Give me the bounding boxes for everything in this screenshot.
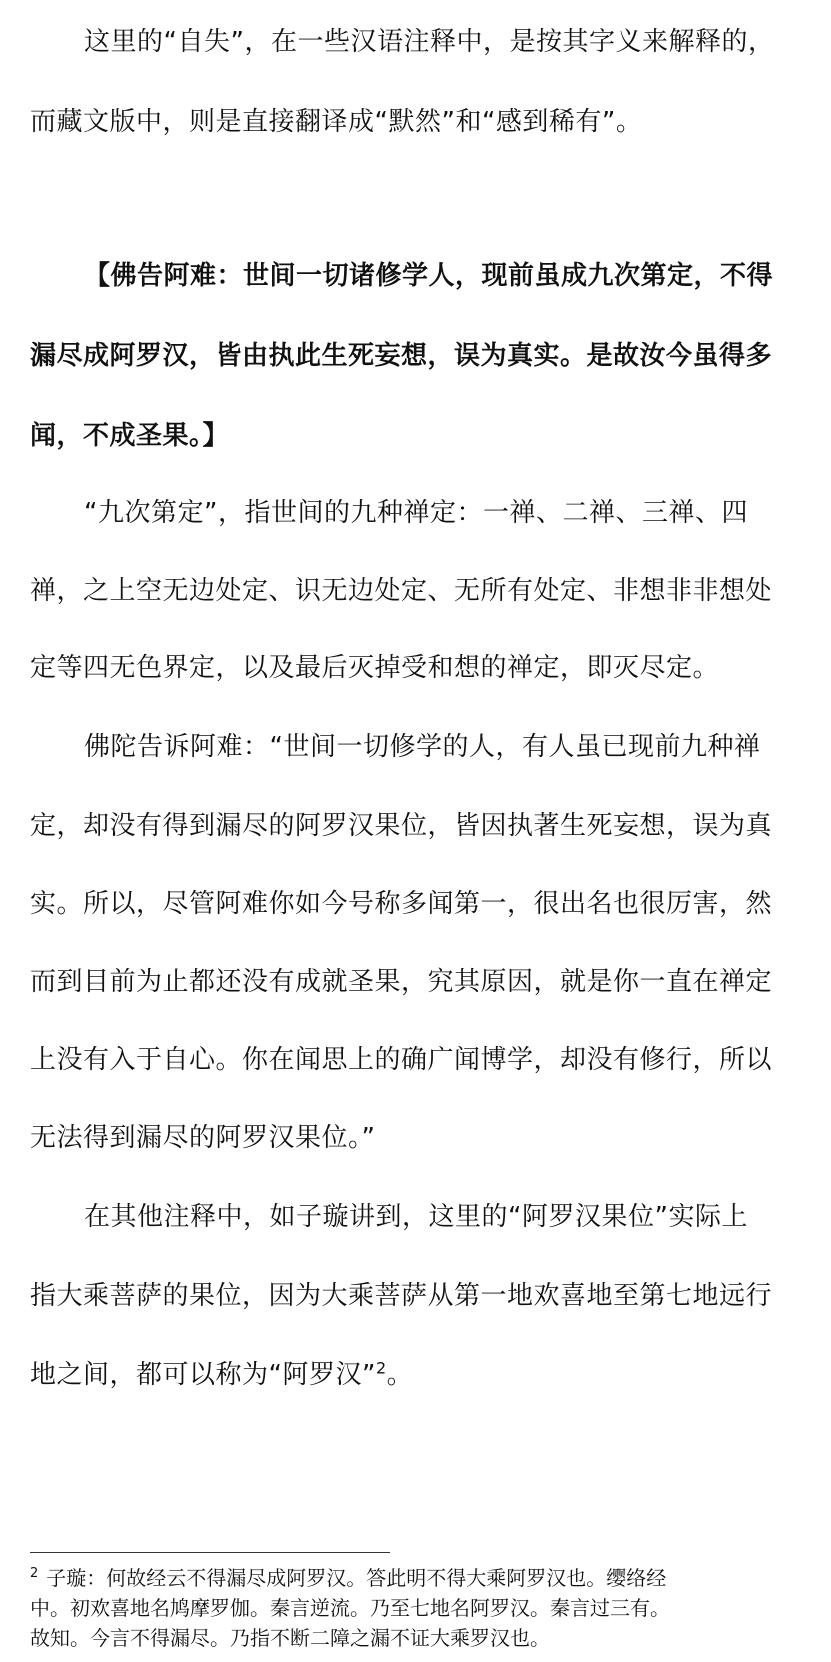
paragraph-4-line-1: 佛陀告诉阿难：“世间一切修学的人，有人虽已现前九种禅 — [84, 732, 761, 762]
paragraph-3-line-1: “九次第定”，指世间的九种禅定：一禅、二禅、三禅、四 — [84, 498, 748, 528]
paragraph-5-line-2: 指大乘菩萨的果位，因为大乘菩萨从第一地欢喜地至第七地远行 — [30, 1281, 773, 1311]
paragraph-5-line-3-tail: 。 — [386, 1360, 414, 1390]
paragraph-1-line-2: 而藏文版中，则是直接翻译成“默然”和“感到稀有”。 — [30, 107, 643, 137]
paragraph-5-line-3-text: 地之间，都可以称为“阿罗汉” — [30, 1360, 376, 1390]
footnote-mark: 2 — [30, 1566, 39, 1582]
paragraph-4-line-6: 无法得到漏尽的阿罗汉果位。” — [30, 1123, 376, 1153]
paragraph-5-line-1: 在其他注释中，如子璇讲到，这里的“阿罗汉果位”实际上 — [84, 1202, 748, 1232]
paragraph-3-line-2: 禅，之上空无边处定、识无边处定、无所有处定、非想非非想处 — [30, 576, 773, 606]
footnote-separator — [30, 1552, 390, 1553]
paragraph-1-line-1: 这里的“自失”，在一些汉语注释中，是按其字义来解释的， — [84, 27, 775, 57]
footnote-line-3: 故知。今言不得漏尽。乃指不断二障之漏不证大乘罗汉也。 — [30, 1626, 550, 1650]
paragraph-4-line-5: 上没有入于自心。你在闻思上的确广闻博学，却没有修行，所以 — [30, 1045, 773, 1075]
paragraph-5-line-3 — [30, 1355, 805, 1395]
paragraph-4-line-3: 实。所以，尽管阿难你如今号称多闻第一，很出名也很厉害，然 — [30, 889, 773, 919]
paragraph-3-line-3: 定等四无色界定，以及最后灭掉受和想的禅定，即灭尽定。 — [30, 653, 720, 683]
paragraph-4-line-2: 定，却没有得到漏尽的阿罗汉果位，皆因执著生死妄想，误为真 — [30, 811, 773, 841]
sutra-quote-line-3: 闻，不成圣果。】 — [30, 421, 230, 451]
paragraph-4-line-4: 而到目前为止都还没有成就圣果，究其原因，就是你一直在禅定 — [30, 967, 773, 997]
sutra-quote-line-1: 【佛告阿难：世间一切诸修学人，现前虽成九次第定，不得 — [84, 261, 774, 291]
footnote-line-1-text: 子璇：何故经云不得漏尽成阿罗汉。答此明不得大乘阿罗汉也。缨络经 — [46, 1566, 667, 1590]
footnote-line-2: 中。初欢喜地名鸠摩罗伽。秦言逆流。乃至七地名阿罗汉。秦言过三有。 — [30, 1596, 670, 1620]
footnote-line-1 — [30, 1564, 820, 1592]
footnote-reference[interactable]: 2 — [375, 1358, 387, 1378]
sutra-quote-line-2: 漏尽成阿罗汉，皆由执此生死妄想，误为真实。是故汝今虽得多 — [30, 341, 773, 371]
